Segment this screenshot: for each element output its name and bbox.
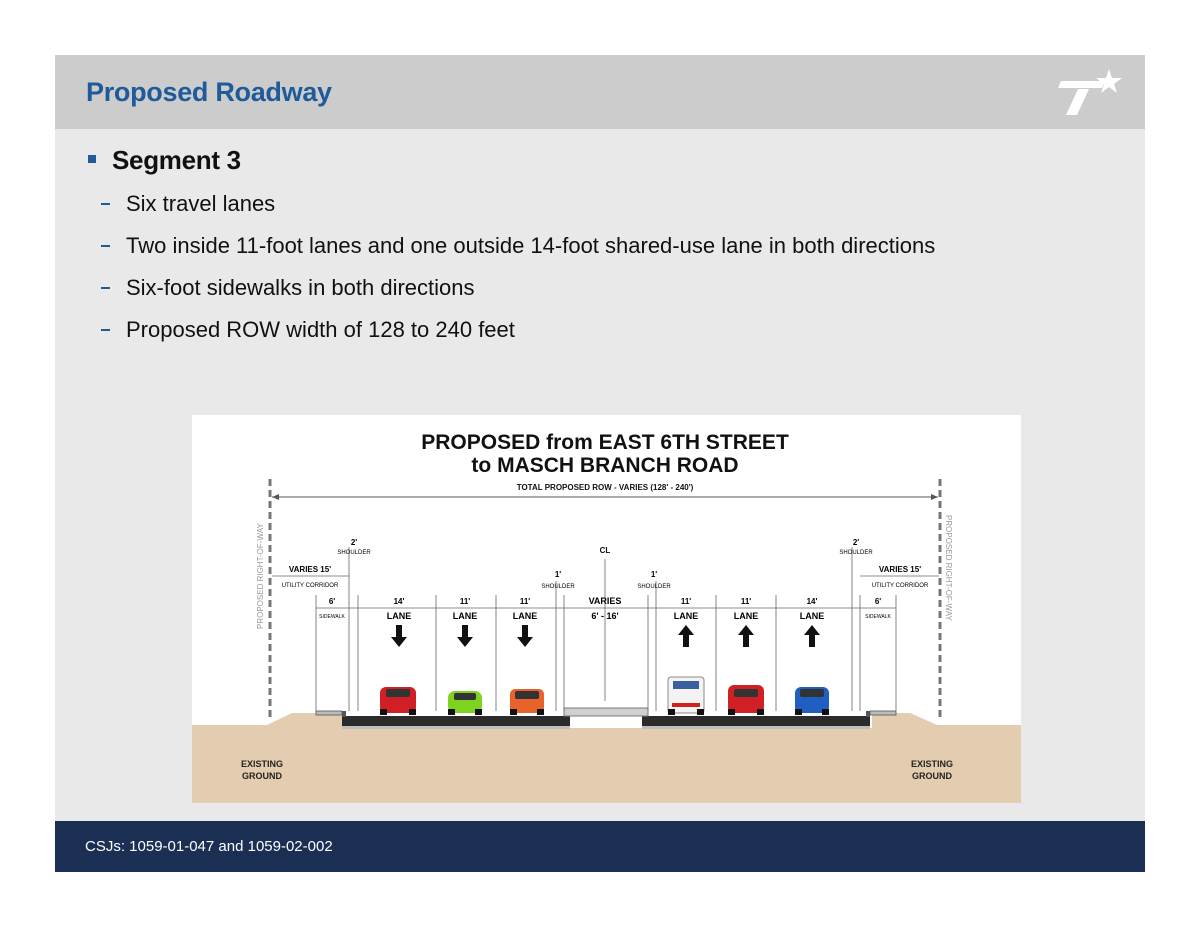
- arrow-down-icon: [457, 625, 473, 647]
- utility-varies-left: VARIES 15': [288, 565, 332, 574]
- dash-bullet-icon: [101, 329, 110, 331]
- segment-heading: Segment 3: [112, 145, 241, 175]
- lane-label: LANE: [799, 611, 825, 621]
- bullet-text: Proposed ROW width of 128 to 240 feet: [126, 317, 515, 342]
- lane-label: LANE: [452, 611, 478, 621]
- dimension-lines: [272, 547, 939, 711]
- utility-corridor-right: UTILITY CORRIDOR: [871, 583, 929, 589]
- existing-ground-right-line1: EXISTING: [910, 759, 954, 769]
- pavement-right: [642, 716, 870, 726]
- shoulder-width-left-outer: 2': [350, 538, 358, 547]
- bullet-text: Two inside 11-foot lanes and one outside 14-foot shared-use lane in both directions: [126, 233, 936, 258]
- row-label-right: PROPOSED RIGHT-OF-WAY: [944, 515, 953, 621]
- shoulder-label-left-outer: SHOULDER: [337, 550, 371, 556]
- dash-bullet-icon: [101, 203, 110, 205]
- pavement-left: [342, 716, 570, 726]
- slide-footer: [55, 821, 1145, 872]
- existing-ground-right-line2: GROUND: [912, 771, 952, 781]
- curb-right: [866, 711, 870, 717]
- lane-label: LANE: [512, 611, 538, 621]
- arrowhead-left: [272, 494, 279, 500]
- slide-header: [55, 55, 1145, 129]
- lane-label: LANE: [673, 611, 699, 621]
- lane-width: 11': [459, 597, 471, 606]
- total-row-label: TOTAL PROPOSED ROW - VARIES (128' - 240'): [516, 483, 694, 492]
- arrow-up-icon: [804, 625, 820, 647]
- row-label-left: PROPOSED RIGHT-OF-WAY: [256, 523, 265, 629]
- slide-title: Proposed Roadway: [86, 77, 332, 107]
- shoulder-label-left-inner: SHOULDER: [541, 584, 575, 590]
- lane-width: 11': [680, 597, 692, 606]
- arrow-down-icon: [517, 625, 533, 647]
- car-red-icon: [380, 687, 416, 715]
- curb-left: [342, 711, 346, 717]
- shoulder-label-right-outer: SHOULDER: [839, 550, 873, 556]
- arrow-up-icon: [678, 625, 694, 647]
- diagram-title-line1: PROPOSED from EAST 6TH STREET: [421, 431, 789, 454]
- lane-width: 14': [806, 597, 818, 606]
- sidewalk-width-right: 6': [874, 597, 882, 606]
- lane-label: LANE: [386, 611, 412, 621]
- footer-csj-text: CSJs: 1059-01-047 and 1059-02-002: [85, 838, 333, 855]
- utility-corridor-left: UTILITY CORRIDOR: [281, 583, 339, 589]
- bullet-text: Six-foot sidewalks in both directions: [126, 275, 475, 300]
- sidewalk-width-left: 6': [328, 597, 336, 606]
- cross-section-diagram: [192, 415, 1021, 803]
- ambulance-icon: [668, 677, 704, 715]
- shoulder-width-left-inner: 1': [554, 570, 562, 579]
- existing-ground-left-line2: GROUND: [242, 771, 282, 781]
- shoulder-width-right-inner: 1': [650, 570, 658, 579]
- median-range: 6' - 16': [591, 611, 619, 621]
- median-slab: [564, 708, 648, 716]
- lane-label: LANE: [733, 611, 759, 621]
- dash-bullet-icon: [101, 287, 110, 289]
- car-blue-icon: [795, 687, 829, 715]
- lane-width: 14': [393, 597, 405, 606]
- sidewalk-left: [316, 711, 342, 715]
- shoulder-width-right-outer: 2': [852, 538, 860, 547]
- shoulder-label-right-inner: SHOULDER: [637, 584, 671, 590]
- pavement-subbase-left: [342, 726, 570, 729]
- arrowhead-right: [931, 494, 938, 500]
- diagram-title-line2: to MASCH BRANCH ROAD: [471, 454, 739, 477]
- arrow-down-icon: [391, 625, 407, 647]
- sidewalk-label-right: SIDEWALK: [865, 614, 891, 620]
- slide: [55, 55, 1145, 872]
- car-red-icon: [728, 685, 764, 715]
- sidewalk-right: [870, 711, 896, 715]
- utility-varies-right: VARIES 15': [878, 565, 922, 574]
- median-varies: VARIES: [588, 596, 622, 606]
- lane-width: 11': [519, 597, 531, 606]
- car-orange-icon: [510, 689, 544, 715]
- lane-width: 11': [740, 597, 752, 606]
- txdot-logo-icon: [1053, 67, 1129, 119]
- existing-ground: [192, 713, 1021, 803]
- dash-bullet-icon: [101, 245, 110, 247]
- arrow-up-icon: [738, 625, 754, 647]
- centerline-label: CL: [599, 546, 611, 555]
- car-green-icon: [448, 691, 482, 715]
- sidewalk-label-left: SIDEWALK: [319, 614, 345, 620]
- bullet-text: Six travel lanes: [126, 191, 276, 216]
- existing-ground-left-line1: EXISTING: [240, 759, 284, 769]
- square-bullet-icon: [88, 155, 96, 163]
- pavement-subbase-right: [642, 726, 870, 729]
